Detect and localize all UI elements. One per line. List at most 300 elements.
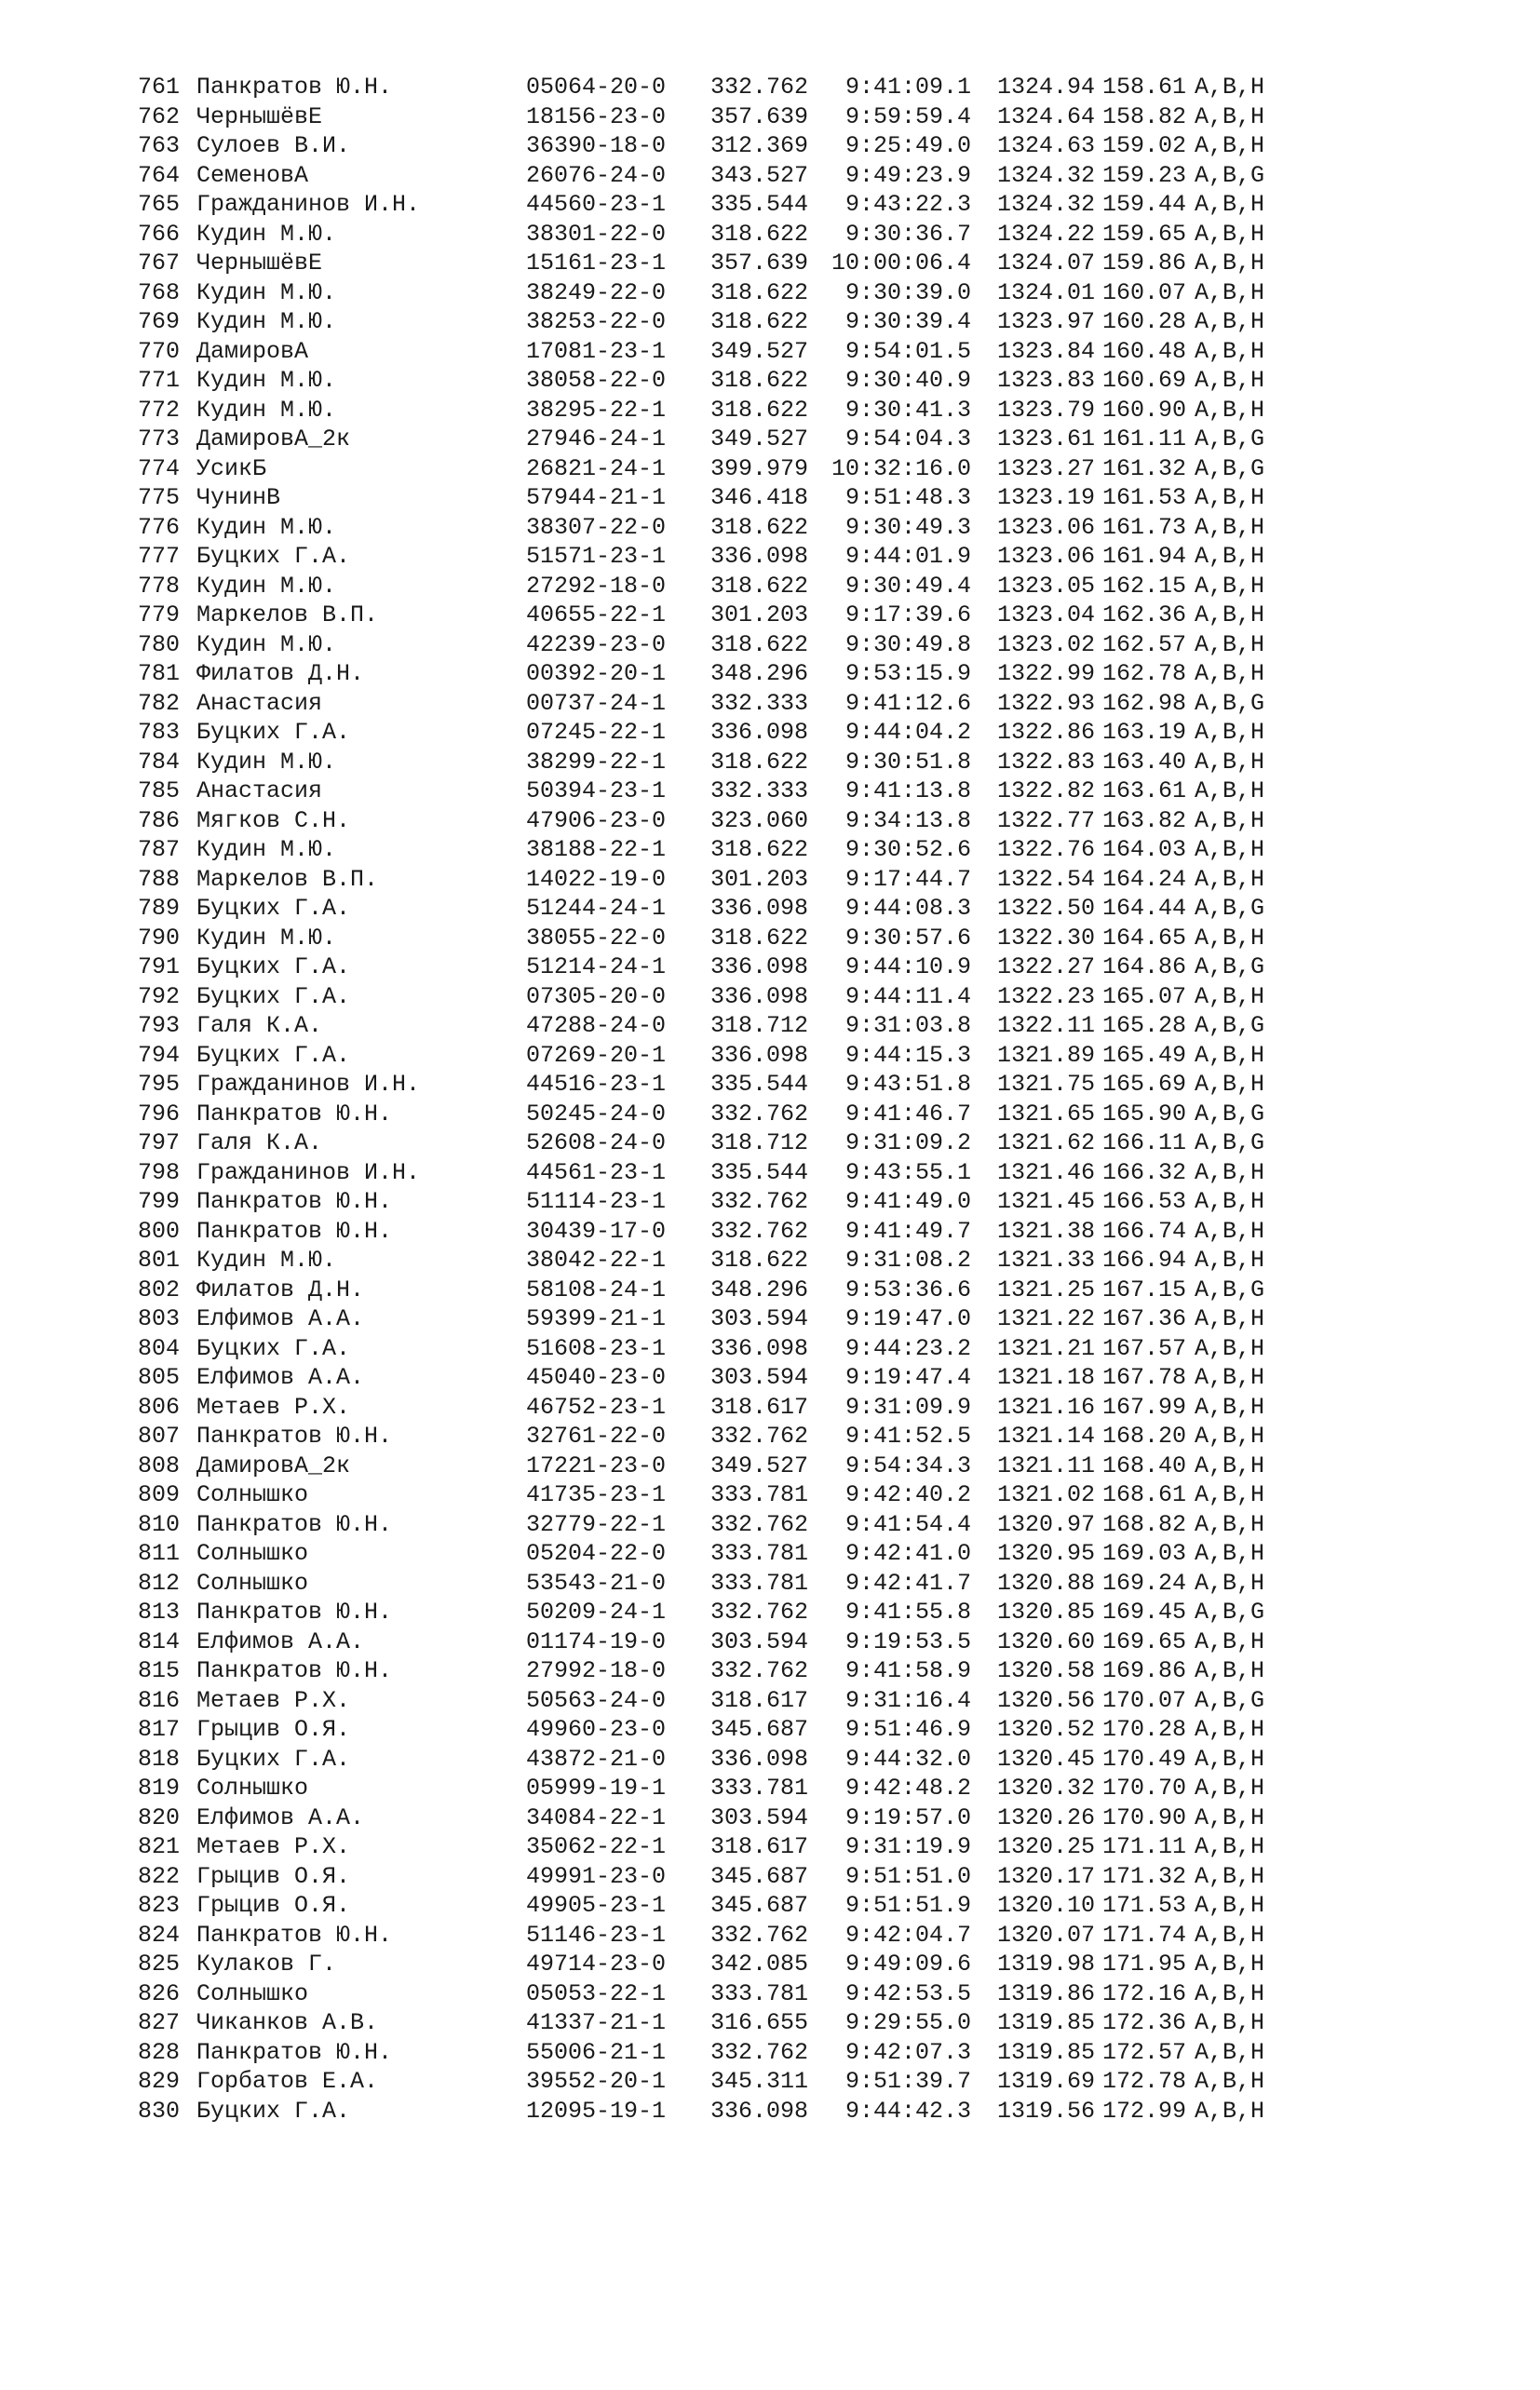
distance-cell: 316.655: [709, 2009, 808, 2036]
time-cell: 9:30:52.6: [844, 836, 971, 863]
points-cell: 160.69: [1101, 367, 1186, 394]
ring-cell: 50245-24-0: [526, 1100, 667, 1127]
time-cell: 9:29:55.0: [844, 2009, 971, 2036]
speed-cell: 1322.86: [996, 719, 1095, 746]
table-row: [135, 982, 1383, 1012]
name-cell: Елфимов А.А.: [196, 1364, 365, 1391]
rank-cell: 800: [137, 1217, 180, 1245]
time-cell: 9:30:40.9: [844, 367, 971, 394]
rank-cell: 822: [137, 1862, 180, 1890]
rank-cell: 772: [137, 396, 180, 424]
time-cell: 9:19:47.4: [844, 1364, 971, 1391]
table-row: [135, 1480, 1383, 1510]
points-cell: 159.23: [1101, 161, 1186, 189]
table-row: [135, 131, 1383, 161]
speed-cell: 1319.98: [996, 1951, 1095, 1978]
name-cell: Елфимов А.А.: [196, 1803, 365, 1831]
ring-cell: 41735-23-1: [526, 1481, 667, 1508]
table-row: [135, 1539, 1383, 1569]
groups-cell: A,B,H: [1195, 1217, 1265, 1245]
distance-cell: 336.098: [709, 982, 808, 1010]
distance-cell: 336.098: [709, 1334, 808, 1362]
name-cell: Кудин М.Ю.: [196, 748, 337, 776]
table-row: [135, 1100, 1383, 1129]
time-cell: 9:30:36.7: [844, 220, 971, 248]
rank-cell: 792: [137, 982, 180, 1010]
speed-cell: 1324.32: [996, 191, 1095, 218]
groups-cell: A,B,G: [1195, 161, 1265, 189]
name-cell: Панкратов Ю.Н.: [196, 2038, 393, 2066]
speed-cell: 1324.01: [996, 278, 1095, 306]
distance-cell: 335.544: [709, 1158, 808, 1186]
rank-cell: 794: [137, 1041, 180, 1069]
name-cell: ДамировА: [196, 337, 309, 365]
speed-cell: 1323.84: [996, 337, 1095, 365]
points-cell: 164.44: [1101, 895, 1186, 922]
name-cell: Гражданинов И.Н.: [196, 1158, 421, 1186]
time-cell: 9:51:48.3: [844, 484, 971, 511]
name-cell: Солнышко: [196, 1979, 309, 2007]
name-cell: УсикБ: [196, 454, 267, 482]
distance-cell: 357.639: [709, 250, 808, 277]
points-cell: 160.48: [1101, 337, 1186, 365]
rank-cell: 786: [137, 806, 180, 834]
points-cell: 169.65: [1101, 1627, 1186, 1655]
name-cell: Буцких Г.А.: [196, 543, 351, 570]
rank-cell: 788: [137, 865, 180, 893]
groups-cell: A,B,H: [1195, 337, 1265, 365]
time-cell: 9:42:48.2: [844, 1775, 971, 1802]
ring-cell: 38295-22-1: [526, 396, 667, 424]
distance-cell: 318.617: [709, 1686, 808, 1714]
name-cell: Буцких Г.А.: [196, 895, 351, 922]
time-cell: 9:41:46.7: [844, 1100, 971, 1127]
table-row: [135, 1128, 1383, 1158]
rank-cell: 784: [137, 748, 180, 776]
ring-cell: 00737-24-1: [526, 689, 667, 717]
name-cell: Кудин М.Ю.: [196, 308, 337, 335]
name-cell: Панкратов Ю.Н.: [196, 1657, 393, 1684]
name-cell: Панкратов Ю.Н.: [196, 1921, 393, 1949]
distance-cell: 345.311: [709, 2068, 808, 2095]
speed-cell: 1321.65: [996, 1100, 1095, 1127]
points-cell: 159.65: [1101, 220, 1186, 248]
groups-cell: A,B,H: [1195, 1745, 1265, 1773]
distance-cell: 335.544: [709, 191, 808, 218]
speed-cell: 1323.79: [996, 396, 1095, 424]
table-row: [135, 1393, 1383, 1423]
speed-cell: 1322.54: [996, 865, 1095, 893]
points-cell: 160.28: [1101, 308, 1186, 335]
time-cell: 9:44:42.3: [844, 2097, 971, 2125]
rank-cell: 811: [137, 1540, 180, 1567]
rank-cell: 775: [137, 484, 180, 511]
speed-cell: 1321.46: [996, 1158, 1095, 1186]
points-cell: 168.61: [1101, 1481, 1186, 1508]
rank-cell: 816: [137, 1686, 180, 1714]
table-row: [135, 1627, 1383, 1657]
groups-cell: A,B,H: [1195, 1921, 1265, 1949]
groups-cell: A,B,H: [1195, 719, 1265, 746]
time-cell: 9:42:07.3: [844, 2038, 971, 2066]
rank-cell: 809: [137, 1481, 180, 1508]
points-cell: 166.94: [1101, 1247, 1186, 1274]
name-cell: Гражданинов И.Н.: [196, 191, 421, 218]
name-cell: ЧернышёвЕ: [196, 250, 323, 277]
rank-cell: 798: [137, 1158, 180, 1186]
points-cell: 172.99: [1101, 2097, 1186, 2125]
groups-cell: A,B,H: [1195, 1540, 1265, 1567]
points-cell: 172.78: [1101, 2068, 1186, 2095]
name-cell: Филатов Д.Н.: [196, 660, 365, 687]
rank-cell: 779: [137, 601, 180, 628]
table-row: [135, 748, 1383, 777]
rank-cell: 774: [137, 454, 180, 482]
groups-cell: A,B,H: [1195, 1862, 1265, 1890]
table-row: [135, 2097, 1383, 2127]
speed-cell: 1321.33: [996, 1247, 1095, 1274]
distance-cell: 332.333: [709, 689, 808, 717]
groups-cell: A,B,H: [1195, 543, 1265, 570]
ring-cell: 39552-20-1: [526, 2068, 667, 2095]
ring-cell: 50394-23-1: [526, 777, 667, 804]
points-cell: 164.86: [1101, 953, 1186, 980]
distance-cell: 346.418: [709, 484, 808, 511]
rank-cell: 766: [137, 220, 180, 248]
points-cell: 164.65: [1101, 924, 1186, 952]
rank-cell: 776: [137, 513, 180, 541]
ring-cell: 17081-23-1: [526, 337, 667, 365]
rank-cell: 803: [137, 1305, 180, 1332]
ring-cell: 57944-21-1: [526, 484, 667, 511]
table-row: [135, 1070, 1383, 1100]
name-cell: ЧернышёвЕ: [196, 102, 323, 130]
speed-cell: 1320.26: [996, 1803, 1095, 1831]
distance-cell: 332.762: [709, 1657, 808, 1684]
distance-cell: 333.781: [709, 1481, 808, 1508]
points-cell: 168.40: [1101, 1452, 1186, 1479]
points-cell: 172.16: [1101, 1979, 1186, 2007]
ring-cell: 27992-18-0: [526, 1657, 667, 1684]
rank-cell: 767: [137, 250, 180, 277]
ring-cell: 49991-23-0: [526, 1862, 667, 1890]
name-cell: Буцких Г.А.: [196, 719, 351, 746]
distance-cell: 399.979: [709, 454, 808, 482]
ring-cell: 47288-24-0: [526, 1012, 667, 1039]
time-cell: 9:31:09.9: [844, 1393, 971, 1421]
points-cell: 169.03: [1101, 1540, 1186, 1567]
table-row: [135, 73, 1383, 102]
groups-cell: A,B,H: [1195, 1364, 1265, 1391]
groups-cell: A,B,H: [1195, 2038, 1265, 2066]
distance-cell: 318.622: [709, 924, 808, 952]
table-row: [135, 1304, 1383, 1334]
name-cell: Сулоев В.И.: [196, 132, 351, 159]
time-cell: 9:49:23.9: [844, 161, 971, 189]
table-row: [135, 454, 1383, 484]
ring-cell: 38058-22-0: [526, 367, 667, 394]
time-cell: 9:44:04.2: [844, 719, 971, 746]
distance-cell: 332.762: [709, 1100, 808, 1127]
name-cell: ЧунинВ: [196, 484, 281, 511]
speed-cell: 1320.58: [996, 1657, 1095, 1684]
distance-cell: 336.098: [709, 953, 808, 980]
points-cell: 170.90: [1101, 1803, 1186, 1831]
table-row: [135, 659, 1383, 689]
groups-cell: A,B,H: [1195, 777, 1265, 804]
distance-cell: 318.622: [709, 1247, 808, 1274]
rank-cell: 777: [137, 543, 180, 570]
name-cell: Кудин М.Ю.: [196, 367, 337, 394]
name-cell: Кудин М.Ю.: [196, 572, 337, 600]
table-row: [135, 1979, 1383, 2009]
groups-cell: A,B,H: [1195, 660, 1265, 687]
speed-cell: 1321.21: [996, 1334, 1095, 1362]
ring-cell: 32761-22-0: [526, 1423, 667, 1450]
time-cell: 9:44:10.9: [844, 953, 971, 980]
rank-cell: 773: [137, 425, 180, 452]
distance-cell: 332.762: [709, 74, 808, 101]
points-cell: 163.40: [1101, 748, 1186, 776]
speed-cell: 1320.17: [996, 1862, 1095, 1890]
ring-cell: 07245-22-1: [526, 719, 667, 746]
name-cell: Буцких Г.А.: [196, 953, 351, 980]
points-cell: 171.32: [1101, 1862, 1186, 1890]
points-cell: 161.73: [1101, 513, 1186, 541]
points-cell: 161.94: [1101, 543, 1186, 570]
speed-cell: 1319.85: [996, 2038, 1095, 2066]
name-cell: Кудин М.Ю.: [196, 836, 337, 863]
groups-cell: A,B,G: [1195, 689, 1265, 717]
table-row: [135, 1803, 1383, 1833]
ring-cell: 07305-20-0: [526, 982, 667, 1010]
rank-cell: 768: [137, 278, 180, 306]
time-cell: 9:43:22.3: [844, 191, 971, 218]
rank-cell: 765: [137, 191, 180, 218]
groups-cell: A,B,H: [1195, 1423, 1265, 1450]
rank-cell: 825: [137, 1951, 180, 1978]
ring-cell: 38055-22-0: [526, 924, 667, 952]
table-row: [135, 1041, 1383, 1071]
points-cell: 168.82: [1101, 1510, 1186, 1538]
time-cell: 10:00:06.4: [831, 250, 971, 277]
distance-cell: 336.098: [709, 719, 808, 746]
speed-cell: 1320.52: [996, 1716, 1095, 1743]
speed-cell: 1320.10: [996, 1892, 1095, 1919]
groups-cell: A,B,H: [1195, 1979, 1265, 2007]
ring-cell: 47906-23-0: [526, 806, 667, 834]
points-cell: 165.07: [1101, 982, 1186, 1010]
name-cell: Грыцив О.Я.: [196, 1892, 351, 1919]
groups-cell: A,B,H: [1195, 1657, 1265, 1684]
rank-cell: 806: [137, 1393, 180, 1421]
groups-cell: A,B,H: [1195, 1892, 1265, 1919]
time-cell: 9:41:58.9: [844, 1657, 971, 1684]
time-cell: 9:17:44.7: [844, 865, 971, 893]
speed-cell: 1320.45: [996, 1745, 1095, 1773]
table-row: [135, 2038, 1383, 2068]
groups-cell: A,B,H: [1195, 102, 1265, 130]
distance-cell: 318.622: [709, 396, 808, 424]
name-cell: Панкратов Ю.Н.: [196, 1599, 393, 1626]
speed-cell: 1321.25: [996, 1276, 1095, 1303]
speed-cell: 1321.16: [996, 1393, 1095, 1421]
groups-cell: A,B,H: [1195, 367, 1265, 394]
time-cell: 9:31:08.2: [844, 1247, 971, 1274]
table-row: [135, 425, 1383, 454]
table-row: [135, 2008, 1383, 2038]
name-cell: Солнышко: [196, 1540, 309, 1567]
table-row: [135, 1363, 1383, 1393]
speed-cell: 1320.88: [996, 1569, 1095, 1597]
speed-cell: 1319.56: [996, 2097, 1095, 2125]
points-cell: 170.07: [1101, 1686, 1186, 1714]
points-cell: 164.24: [1101, 865, 1186, 893]
table-row: [135, 1832, 1383, 1862]
distance-cell: 318.617: [709, 1833, 808, 1860]
groups-cell: A,B,H: [1195, 278, 1265, 306]
groups-cell: A,B,H: [1195, 1041, 1265, 1069]
time-cell: 9:30:57.6: [844, 924, 971, 952]
table-row: [135, 1656, 1383, 1686]
table-row: [135, 1246, 1383, 1276]
name-cell: ДамировА_2к: [196, 425, 351, 452]
name-cell: Маркелов В.П.: [196, 601, 379, 628]
ring-cell: 14022-19-0: [526, 865, 667, 893]
groups-cell: A,B,H: [1195, 982, 1265, 1010]
groups-cell: A,B,G: [1195, 1276, 1265, 1303]
speed-cell: 1322.93: [996, 689, 1095, 717]
points-cell: 167.78: [1101, 1364, 1186, 1391]
groups-cell: A,B,H: [1195, 1627, 1265, 1655]
rank-cell: 821: [137, 1833, 180, 1860]
points-cell: 172.36: [1101, 2009, 1186, 2036]
distance-cell: 303.594: [709, 1803, 808, 1831]
table-row: [135, 278, 1383, 308]
ring-cell: 50209-24-1: [526, 1599, 667, 1626]
time-cell: 9:30:49.4: [844, 572, 971, 600]
time-cell: 9:41:49.0: [844, 1188, 971, 1215]
points-cell: 161.11: [1101, 425, 1186, 452]
rank-cell: 827: [137, 2009, 180, 2036]
name-cell: Горбатов Е.А.: [196, 2068, 379, 2095]
groups-cell: A,B,H: [1195, 1393, 1265, 1421]
table-row: [135, 1686, 1383, 1716]
time-cell: 9:44:32.0: [844, 1745, 971, 1773]
name-cell: Метаев Р.Х.: [196, 1686, 351, 1714]
distance-cell: 336.098: [709, 1041, 808, 1069]
name-cell: Солнышко: [196, 1481, 309, 1508]
groups-cell: A,B,H: [1195, 191, 1265, 218]
table-row: [135, 1276, 1383, 1305]
speed-cell: 1320.56: [996, 1686, 1095, 1714]
time-cell: 9:30:41.3: [844, 396, 971, 424]
speed-cell: 1324.07: [996, 250, 1095, 277]
name-cell: Кудин М.Ю.: [196, 924, 337, 952]
groups-cell: A,B,H: [1195, 396, 1265, 424]
name-cell: Панкратов Ю.Н.: [196, 1217, 393, 1245]
name-cell: Гражданинов И.Н.: [196, 1071, 421, 1098]
time-cell: 9:53:36.6: [844, 1276, 971, 1303]
time-cell: 9:54:04.3: [844, 425, 971, 452]
rank-cell: 817: [137, 1716, 180, 1743]
points-cell: 160.90: [1101, 396, 1186, 424]
distance-cell: 332.762: [709, 2038, 808, 2066]
rank-cell: 823: [137, 1892, 180, 1919]
speed-cell: 1322.76: [996, 836, 1095, 863]
ring-cell: 45040-23-0: [526, 1364, 667, 1391]
ring-cell: 34084-22-1: [526, 1803, 667, 1831]
points-cell: 167.15: [1101, 1276, 1186, 1303]
name-cell: Елфимов А.А.: [196, 1305, 365, 1332]
time-cell: 9:42:41.7: [844, 1569, 971, 1597]
rank-cell: 797: [137, 1129, 180, 1156]
time-cell: 9:25:49.0: [844, 132, 971, 159]
table-row: [135, 1187, 1383, 1217]
ring-cell: 51244-24-1: [526, 895, 667, 922]
time-cell: 9:44:08.3: [844, 895, 971, 922]
table-row: [135, 689, 1383, 719]
table-row: [135, 1891, 1383, 1921]
points-cell: 163.19: [1101, 719, 1186, 746]
rank-cell: 770: [137, 337, 180, 365]
table-row: [135, 1158, 1383, 1188]
distance-cell: 333.781: [709, 1569, 808, 1597]
groups-cell: A,B,H: [1195, 806, 1265, 834]
ring-cell: 32779-22-1: [526, 1510, 667, 1538]
rank-cell: 799: [137, 1188, 180, 1215]
points-cell: 168.20: [1101, 1423, 1186, 1450]
speed-cell: 1320.32: [996, 1775, 1095, 1802]
ring-cell: 26076-24-0: [526, 161, 667, 189]
points-cell: 167.99: [1101, 1393, 1186, 1421]
table-row: [135, 1569, 1383, 1599]
speed-cell: 1321.62: [996, 1129, 1095, 1156]
rank-cell: 807: [137, 1423, 180, 1450]
points-cell: 159.02: [1101, 132, 1186, 159]
speed-cell: 1322.23: [996, 982, 1095, 1010]
distance-cell: 336.098: [709, 1745, 808, 1773]
speed-cell: 1319.85: [996, 2009, 1095, 2036]
ring-cell: 12095-19-1: [526, 2097, 667, 2125]
groups-cell: A,B,H: [1195, 1247, 1265, 1274]
time-cell: 9:31:03.8: [844, 1012, 971, 1039]
name-cell: Грыцив О.Я.: [196, 1716, 351, 1743]
points-cell: 162.57: [1101, 630, 1186, 658]
points-cell: 170.49: [1101, 1745, 1186, 1773]
table-row: [135, 190, 1383, 220]
time-cell: 9:31:09.2: [844, 1129, 971, 1156]
speed-cell: 1322.82: [996, 777, 1095, 804]
time-cell: 9:30:39.4: [844, 308, 971, 335]
table-row: [135, 1334, 1383, 1364]
rank-cell: 819: [137, 1775, 180, 1802]
points-cell: 166.74: [1101, 1217, 1186, 1245]
name-cell: Буцких Г.А.: [196, 1745, 351, 1773]
groups-cell: A,B,H: [1195, 1803, 1265, 1831]
name-cell: Кудин М.Ю.: [196, 396, 337, 424]
points-cell: 169.86: [1101, 1657, 1186, 1684]
time-cell: 9:51:39.7: [844, 2068, 971, 2095]
time-cell: 9:41:49.7: [844, 1217, 971, 1245]
speed-cell: 1322.77: [996, 806, 1095, 834]
distance-cell: 345.687: [709, 1716, 808, 1743]
rank-cell: 795: [137, 1071, 180, 1098]
ring-cell: 07269-20-1: [526, 1041, 667, 1069]
name-cell: Грыцив О.Я.: [196, 1862, 351, 1890]
ring-cell: 26821-24-1: [526, 454, 667, 482]
rank-cell: 778: [137, 572, 180, 600]
